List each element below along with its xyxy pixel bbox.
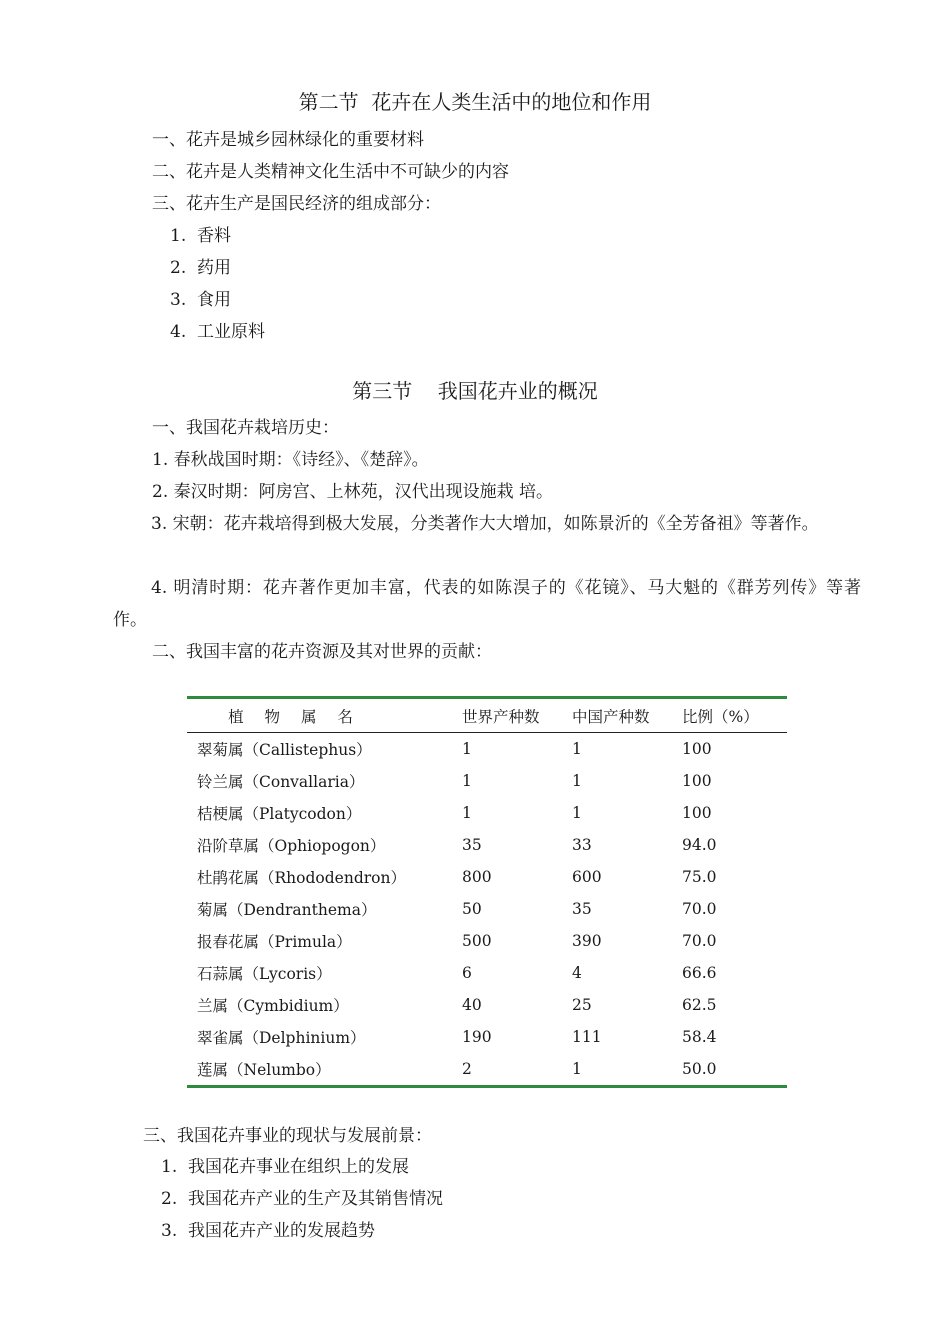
genus-name: 菊属（Dendranthema） [197,901,377,919]
ratio: 66.6 [682,964,717,982]
china-species: 111 [572,1028,602,1046]
china-species: 1 [572,804,582,822]
china-species: 25 [572,996,592,1014]
genus-name: 兰属（Cymbidium） [197,997,349,1015]
china-species: 600 [572,868,602,886]
china-species: 1 [572,740,582,758]
genus-name: 翠雀属（Delphinium） [197,1029,366,1047]
world-species: 800 [462,868,492,886]
history-item-1: 1. 春秋战国时期：《诗经》、《楚辞》。 [152,450,429,470]
section2-item-2: 二、花卉是人类精神文化生活中不可缺少的内容 [152,162,509,182]
header-world-species: 世界产种数 [462,707,540,726]
ratio: 100 [682,740,712,758]
history-title: 一、我国花卉栽培历史： [152,418,339,438]
world-species: 500 [462,932,492,950]
world-species: 35 [462,836,482,854]
section3-title: 第三节 我国花卉业的概况 [352,379,598,403]
ratio: 100 [682,772,712,790]
world-species: 2 [462,1060,472,1078]
table-row [187,1021,787,1053]
china-species: 35 [572,900,592,918]
resources-title: 二、我国丰富的花卉资源及其对世界的贡献： [152,642,492,662]
history-item-2: 2. 秦汉时期：阿房宫、上林苑，汉代出现设施栽 培。 [152,482,554,502]
china-species: 4 [572,964,582,982]
table-row [187,797,787,829]
ratio: 58.4 [682,1028,717,1046]
table-header-row [187,698,787,733]
section2-subitem-1: 1. 香料 [170,226,232,246]
table-row [187,733,787,766]
world-species: 40 [462,996,482,1014]
ratio: 70.0 [682,932,717,950]
table-row [187,765,787,797]
table-row [187,893,787,925]
genus-name: 石蒜属（Lycoris） [197,965,332,983]
header-genus-name: 植 物 属 名 [228,707,361,726]
section2-title: 第二节 花卉在人类生活中的地位和作用 [298,90,652,114]
world-species: 6 [462,964,472,982]
genus-name: 沿阶草属（Ophiopogon） [197,837,386,855]
world-species: 190 [462,1028,492,1046]
section2-subitem-3: 3. 食用 [170,290,232,310]
genus-name: 桔梗属（Platycodon） [197,805,362,823]
world-species: 1 [462,772,472,790]
table-row [187,861,787,893]
genus-name: 杜鹃花属（Rhododendron） [197,869,406,887]
table-row [187,957,787,989]
table-row [187,925,787,957]
genus-name: 铃兰属（Convallaria） [197,773,365,791]
header-china-species: 中国产种数 [572,707,650,726]
status-item-3: 3. 我国花卉产业的发展趋势 [161,1221,376,1241]
section2-item-3: 三、花卉生产是国民经济的组成部分： [152,194,441,214]
ratio: 70.0 [682,900,717,918]
china-species: 1 [572,1060,582,1078]
china-species: 33 [572,836,592,854]
china-species: 1 [572,772,582,790]
table-row [187,1053,787,1087]
status-item-1: 1. 我国花卉事业在组织上的发展 [161,1157,410,1177]
section2-subitem-4: 4. 工业原料 [170,322,266,342]
history-item-3: 3. 宋朝：花卉栽培得到极大发展，分类著作大大增加，如陈景沂的《全芳备祖》等著作。 [151,514,819,534]
world-species: 1 [462,804,472,822]
genus-table [187,696,787,1088]
genus-name: 翠菊属（Callistephus） [197,741,372,759]
status-item-2: 2. 我国花卉产业的生产及其销售情况 [161,1189,444,1209]
ratio: 100 [682,804,712,822]
world-species: 1 [462,740,472,758]
table-row [187,989,787,1021]
ratio: 94.0 [682,836,717,854]
status-title: 三、我国花卉事业的现状与发展前景： [143,1126,432,1146]
table-row [187,829,787,861]
header-ratio: 比例（%） [682,707,759,726]
world-species: 50 [462,900,482,918]
genus-name: 莲属（Nelumbo） [197,1061,331,1079]
ratio: 75.0 [682,868,717,886]
ratio: 50.0 [682,1060,717,1078]
ratio: 62.5 [682,996,717,1014]
section2-item-1: 一、花卉是城乡园林绿化的重要材料 [152,130,424,150]
section2-subitem-2: 2. 药用 [170,258,232,278]
genus-name: 报春花属（Primula） [197,933,352,951]
history-item-4: 4. 明清时期：花卉著作更加丰富，代表的如陈淏子的《花镜》、马大魁的《群芳列传》等著作。 [113,578,861,630]
china-species: 390 [572,932,602,950]
